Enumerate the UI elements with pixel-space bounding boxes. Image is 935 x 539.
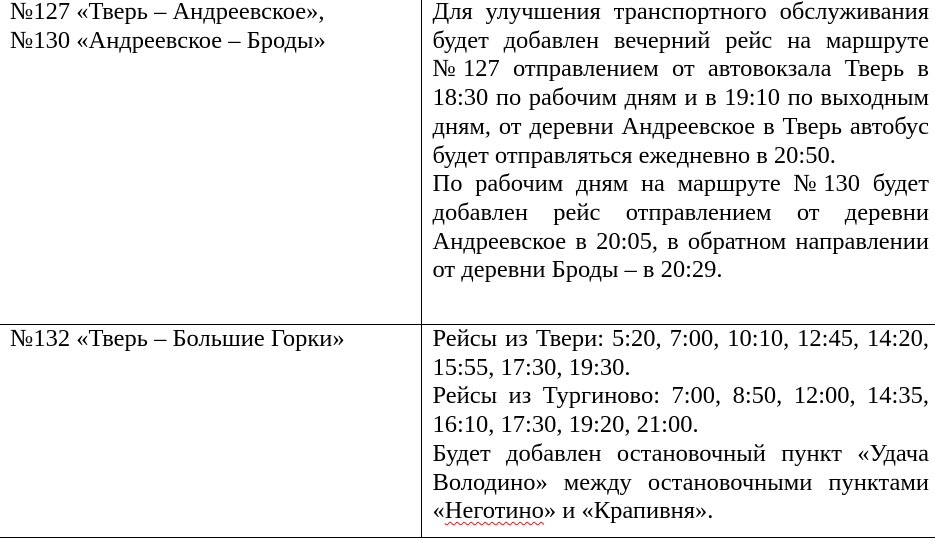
paragraph-text: Будет добавлен остановочный пункт «Удача Володино» между остановочными пунктами « bbox=[432, 439, 929, 525]
route-cell bbox=[0, 325, 421, 538]
description-cell bbox=[421, 0, 935, 325]
route-line: №130 «Андреевское – Броды» bbox=[10, 26, 326, 54]
description-paragraph: По рабочим дням на маршруте №130 будет добавлен рейс отправлением от деревни Андреевское в 20:05, в обратном направлении от деревни Броды – в 20:29. bbox=[432, 170, 929, 284]
spellcheck-flagged-word[interactable]: Неготино bbox=[444, 497, 544, 525]
paragraph-text: » и «Крапивня». bbox=[543, 497, 714, 525]
description-cell bbox=[421, 325, 935, 538]
route-line: №132 «Тверь – Большие Горки» bbox=[10, 325, 345, 352]
description-paragraph: Для улучшения транспортного обслуживания будет добавлен вечерний рейс на маршруте №127 отправлением от автовокзала Тверь в 18:30 по рабочим дням и в 19:10 по выходным дням, от деревни Андреевское в Тверь автобус будет отправляться ежедневно в 20:50. bbox=[432, 0, 929, 169]
description-paragraph bbox=[433, 440, 930, 526]
route-cell bbox=[0, 0, 421, 325]
description-paragraph: Рейсы из Твери: 5:20, 7:00, 10:10, 12:45, 14:20, 15:55, 17:30, 19:30. bbox=[432, 325, 929, 381]
route-line: №127 «Тверь – Андреевское», bbox=[10, 0, 325, 25]
table-row bbox=[0, 325, 935, 538]
description-paragraph: Рейсы из Тургиново: 7:00, 8:50, 12:00, 14:35, 16:10, 17:30, 19:20, 21:00. bbox=[432, 382, 929, 439]
